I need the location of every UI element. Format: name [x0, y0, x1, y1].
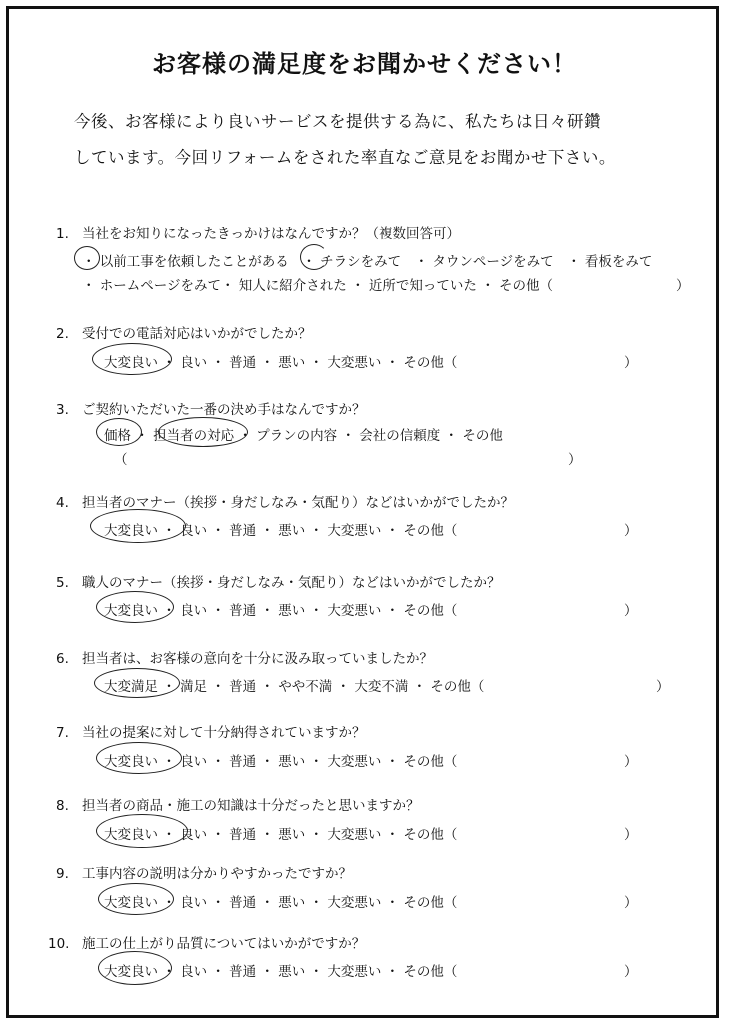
- question-3: [56, 398, 366, 418]
- question-2: [56, 322, 312, 342]
- close-paren: ）: [624, 827, 638, 843]
- open-paren: （: [114, 452, 128, 468]
- answer-options: 大変良い ・ 良い ・ 普通 ・ 悪い ・ 大変悪い ・ その他（: [104, 603, 458, 619]
- close-paren: ）: [624, 964, 638, 980]
- question-6: [56, 647, 433, 667]
- question-number: 6.: [56, 651, 69, 667]
- question-text: 当社の提案に対して十分納得されていますか？: [82, 725, 366, 741]
- question-text: 当社をお知りになったきっかけはなんですか？（複数回答可）: [82, 226, 460, 242]
- question-number: 1.: [56, 226, 69, 242]
- question-1: [56, 222, 460, 242]
- page-title: お客様の満足度をお聞かせください！: [152, 50, 577, 78]
- question-number: 4.: [56, 495, 69, 511]
- question-text: 担当者のマナー（挨拶・身だしなみ・気配り）などはいかがでしたか？: [82, 495, 514, 511]
- question-number: 2.: [56, 326, 69, 342]
- answer-options: 大変良い ・ 良い ・ 普通 ・ 悪い ・ 大変悪い ・ その他（: [104, 523, 458, 539]
- question-4: [56, 491, 514, 511]
- answer-options: 大変良い ・ 良い ・ 普通 ・ 悪い ・ 大変悪い ・ その他（: [104, 754, 458, 770]
- close-paren: ）: [624, 355, 638, 371]
- answer-options: 価格 ・ 担当者の対応 ・ プランの内容 ・ 会社の信頼度 ・ その他: [104, 428, 503, 444]
- question-number: 7.: [56, 725, 69, 741]
- answer-options: 大変良い ・ 良い ・ 普通 ・ 悪い ・ 大変悪い ・ その他（: [104, 827, 458, 843]
- question-number: 5.: [56, 575, 69, 591]
- answer-options: 大変満足 ・ 満足 ・ 普通 ・ やや不満 ・ 大変不満 ・ その他（: [104, 679, 485, 695]
- question-7: [56, 721, 366, 741]
- question-text: 施工の仕上がり品質についてはいかがですか？: [82, 936, 366, 952]
- intro-line-2: しています。今回リフォームをされた率直なご意見をお聞かせ下さい。: [74, 148, 616, 167]
- question-number: 9.: [56, 866, 69, 882]
- question-number: 10.: [48, 936, 70, 952]
- answer-options: 大変良い ・ 良い ・ 普通 ・ 悪い ・ 大変悪い ・ その他（: [104, 355, 458, 371]
- question-text: 担当者の商品・施工の知識は十分だったと思いますか？: [82, 798, 420, 814]
- intro-line-1: 今後、お客様により良いサービスを提供する為に、私たちは日々研鑽: [74, 112, 601, 131]
- close-paren: ）: [624, 754, 638, 770]
- question-8: [56, 794, 420, 814]
- close-paren: ）: [624, 603, 638, 619]
- question-10: [48, 932, 365, 952]
- question-text: 担当者は、お客様の意向を十分に汲み取っていましたか？: [82, 651, 433, 667]
- question-text: 受付での電話対応はいかがでしたか？: [82, 326, 312, 342]
- question-text: ご契約いただいた一番の決め手はなんですか？: [82, 402, 366, 418]
- question-number: 8.: [56, 798, 69, 814]
- close-paren: ）: [568, 452, 582, 468]
- close-paren: ）: [624, 523, 638, 539]
- question-text: 職人のマナー（挨拶・身だしなみ・気配り）などはいかがでしたか？: [82, 575, 501, 591]
- answer-line-2: ・ ホームページをみて・ 知人に紹介された ・ 近所で知っていた ・ その他（: [82, 278, 553, 294]
- close-paren: ）: [624, 895, 638, 911]
- question-9: [56, 862, 352, 882]
- question-5: [56, 571, 501, 591]
- question-number: 3.: [56, 402, 69, 418]
- answer-line-1: ・ 以前工事を依頼したことがある ・ チラシをみて ・ タウンページをみて ・ 看板をみて: [82, 254, 653, 270]
- close-paren: ）: [676, 278, 690, 294]
- question-text: 工事内容の説明は分かりやすかったですか？: [82, 866, 352, 882]
- answer-options: 大変良い ・ 良い ・ 普通 ・ 悪い ・ 大変悪い ・ その他（: [104, 964, 458, 980]
- close-paren: ）: [656, 679, 670, 695]
- answer-options: 大変良い ・ 良い ・ 普通 ・ 悪い ・ 大変悪い ・ その他（: [104, 895, 458, 911]
